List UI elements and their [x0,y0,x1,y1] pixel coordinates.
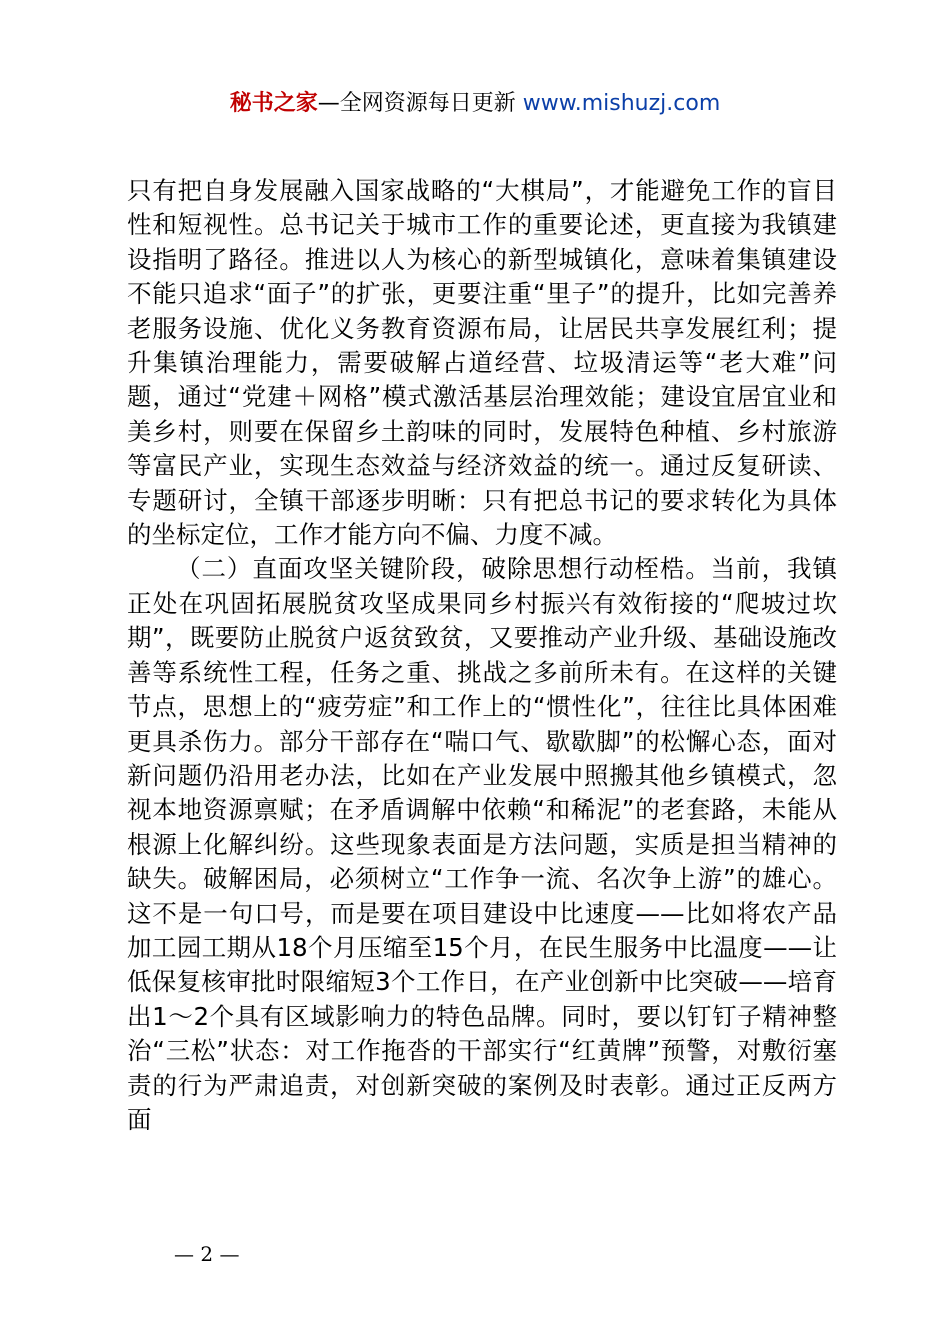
site-tagline: —全网资源每日更新 [317,91,523,116]
document-body [127,174,837,1137]
page-number: — 2 — [174,1242,240,1266]
paragraph-section-two: （二）直面攻坚关键阶段，破除思想行动桎梏。当前，我镇正处在巩固拓展脱贫攻坚成果同乡村振兴有效衔接的“爬坡过坎期”，既要防止脱贫户返贫致贫，又要推动产业升级、基础设施改善等系统性工程，任务之重、挑战之多前所未有。在这样的关键节点，思想上的“疲劳症”和工作上的“惯性化”，往往比具体困难更具杀伤力。部分干部存在“喘口气、歇歇脚”的松懈心态，面对新问题仍沿用老办法，比如在产业发展中照搬其他乡镇模式，忽视本地资源禀赋；在矛盾调解中依赖“和稀泥”的老套路，未能从根源上化解纠纷。这些现象表面是方法问题，实质是担当精神的缺失。破解困局，必须树立“工作争一流、名次争上游”的雄心。这不是一句口号，而是要在项目建设中比速度——比如将农产品加工园工期从18个月压缩至15个月，在民生服务中比温度——让低保复核审批时限缩短3个工作日，在产业创新中比突破——培育出1～2个具有区域影响力的特色品牌。同时，要以钉钉子精神整治“三松”状态：对工作拖沓的干部实行“红黄牌”预警，对敷衍塞责的行为严肃追责，对创新突破的案例及时表彰。通过正反两方面 [127,554,837,1134]
site-url-link[interactable]: www.mishuzj.com [522,91,721,116]
site-header [0,88,950,120]
site-brand: 秘书之家 [229,91,318,116]
paragraph-continued: 只有把自身发展融入国家战略的“大棋局”，才能避免工作的盲目性和短视性。总书记关于城市工作的重要论述，更直接为我镇建设指明了路径。推进以人为核心的新型城镇化，意味着集镇建设不能只追求“面子”的扩张，更要注重“里子”的提升，比如完善养老服务设施、优化义务教育资源布局，让居民共享发展红利；提升集镇治理能力，需要破解占道经营、垃圾清运等“老大难”问题，通过“党建＋网格”模式激活基层治理效能；建设宜居宜业和美乡村，则要在保留乡土韵味的同时，发展特色种植、乡村旅游等富民产业，实现生态效益与经济效益的统一。通过反复研读、专题研讨，全镇干部逐步明晰：只有把总书记的要求转化为具体的坐标定位，工作才能方向不偏、力度不减。 [127,176,837,550]
